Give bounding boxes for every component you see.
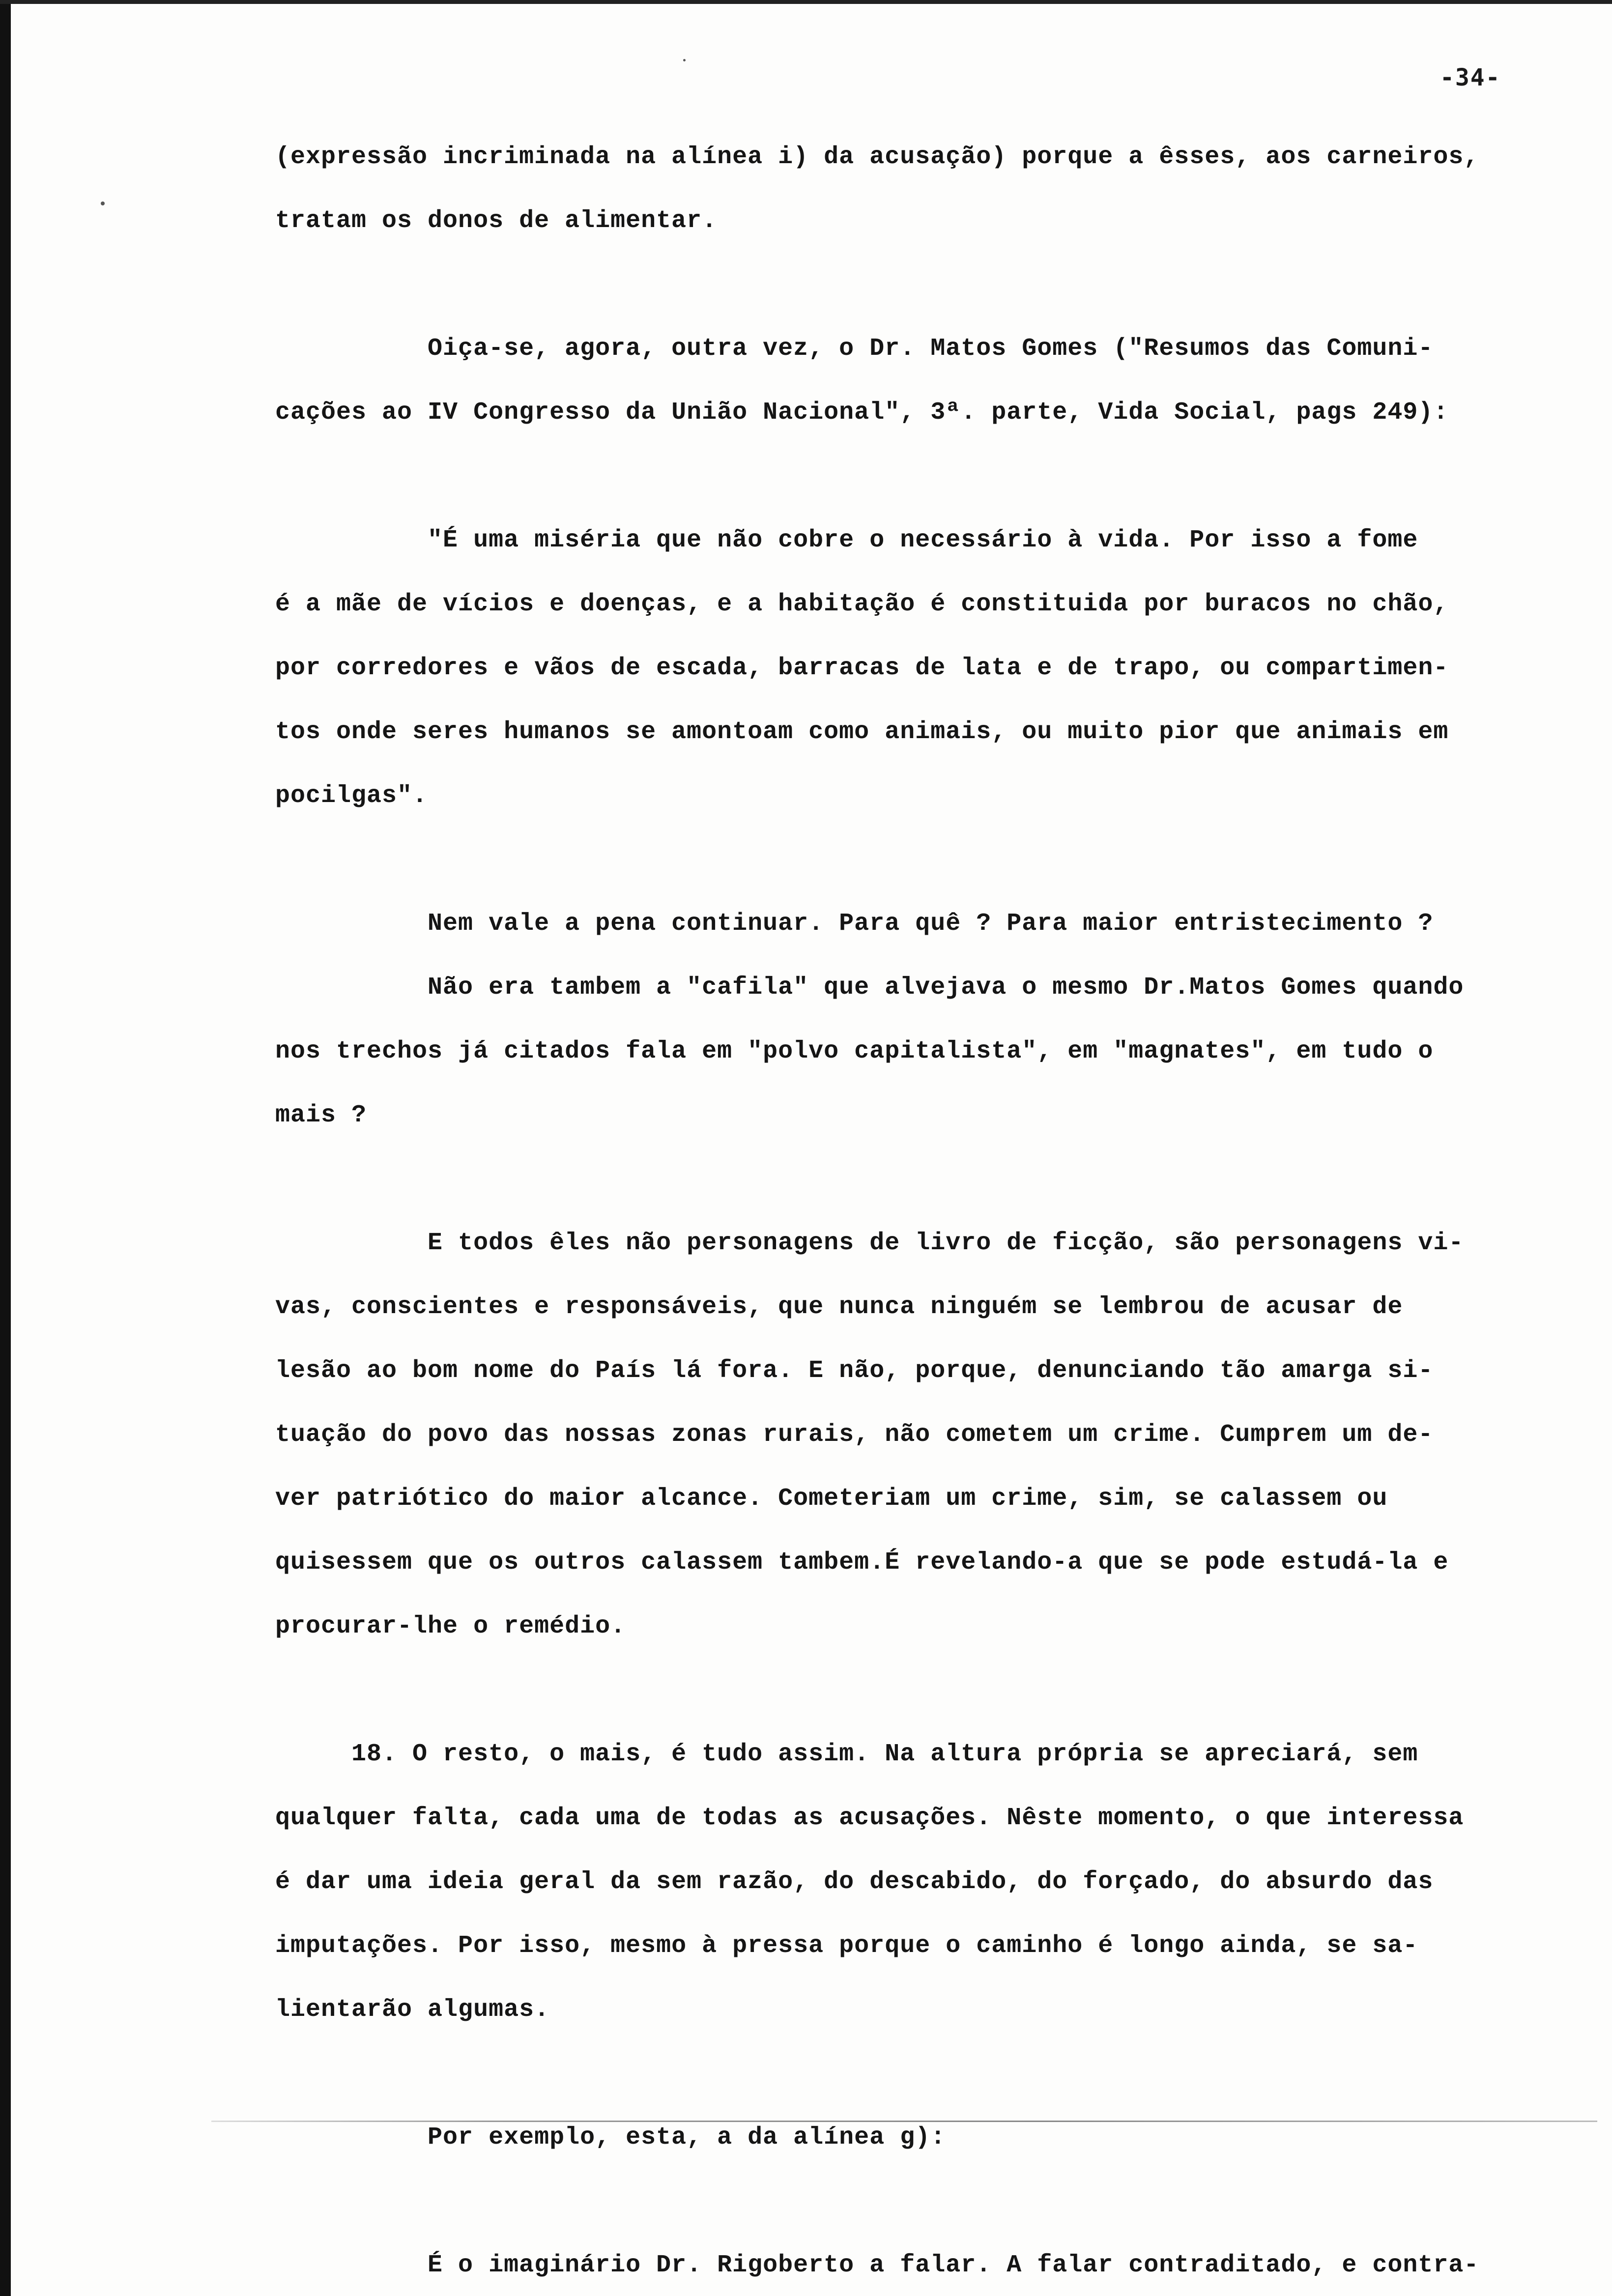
text-line: (expressão incriminada na alínea i) da acusação) porque a êsses, aos carneiros,	[275, 143, 1479, 171]
text-line: cações ao IV Congresso da União Nacional", 3ª. parte, Vida Social, pags 249):	[275, 399, 1449, 427]
scan-left-edge	[0, 0, 11, 2296]
text-line: ver patriótico do maior alcance. Cometeriam um crime, sim, se calassem ou	[275, 1485, 1388, 1513]
text-line: imputações. Por isso, mesmo à pressa porque o caminho é longo ainda, se sa-	[275, 1932, 1418, 1960]
text-line: é a mãe de vícios e doenças, e a habitação é constituida por buracos no chão,	[275, 590, 1449, 618]
scan-speck	[683, 59, 686, 61]
blank-line	[275, 2042, 1573, 2106]
blank-line	[275, 1659, 1573, 1722]
page-number: -34-	[1440, 64, 1501, 91]
text-line: Nem vale a pena continuar. Para quê ? Para maior entristecimento ?	[275, 910, 1434, 938]
text-line: vas, conscientes e responsáveis, que nunca ninguém se lembrou de acusar de	[275, 1293, 1403, 1321]
text-line: tos onde seres humanos se amontoam como animais, ou muito pior que animais em	[275, 718, 1449, 746]
body-text	[275, 125, 1573, 2296]
text-line: E todos êles não personagens de livro de ficção, são personagens vi-	[275, 1229, 1464, 1257]
text-line: Não era tambem a "cafila" que alvejava o mesmo Dr.Matos Gomes quando	[275, 974, 1464, 1002]
text-line: por corredores e vãos de escada, barracas de lata e de trapo, ou compartimen-	[275, 654, 1449, 682]
blank-line	[275, 828, 1573, 892]
text-line: 18. O resto, o mais, é tudo assim. Na altura própria se apreciará, sem	[275, 1740, 1418, 1768]
text-line: é dar uma ideia geral da sem razão, do descabido, do forçado, do absurdo das	[275, 1868, 1434, 1896]
text-line: quisessem que os outros calassem tambem.É revelando-a que se pode estudá-la e	[275, 1549, 1449, 1577]
text-line: nos trechos já citados fala em "polvo capitalista", em "magnates", em tudo o	[275, 1037, 1434, 1065]
text-line: É o imaginário Dr. Rigoberto a falar. A falar contraditado, e contra-	[275, 2251, 1479, 2279]
blank-line	[275, 445, 1573, 509]
scan-top-edge	[0, 0, 1612, 4]
scan-speck	[101, 201, 105, 205]
blank-line	[275, 253, 1573, 317]
text-line: procurar-lhe o remédio.	[275, 1612, 626, 1640]
blank-line	[275, 1148, 1573, 1211]
text-line: lientarão algumas.	[275, 1996, 550, 2024]
text-line: Oiça-se, agora, outra vez, o Dr. Matos Gomes ("Resumos das Comuni-	[275, 335, 1434, 363]
text-line: qualquer falta, cada uma de todas as acusações. Nêste momento, o que interessa	[275, 1804, 1464, 1832]
text-line: "É uma miséria que não cobre o necessário à vida. Por isso a fome	[275, 526, 1418, 554]
bottom-divider	[211, 2121, 1597, 2122]
text-line: Por exemplo, esta, a da alínea g):	[275, 2124, 946, 2152]
text-line: lesão ao bom nome do País lá fora. E não, porque, denunciando tão amarga si-	[275, 1357, 1434, 1385]
text-line: tratam os donos de alimentar.	[275, 207, 718, 235]
text-line: mais ?	[275, 1101, 367, 1129]
text-line: pocilgas".	[275, 782, 428, 810]
blank-line	[275, 2170, 1573, 2234]
text-line: tuação do povo das nossas zonas rurais, não cometem um crime. Cumprem um de-	[275, 1421, 1434, 1449]
